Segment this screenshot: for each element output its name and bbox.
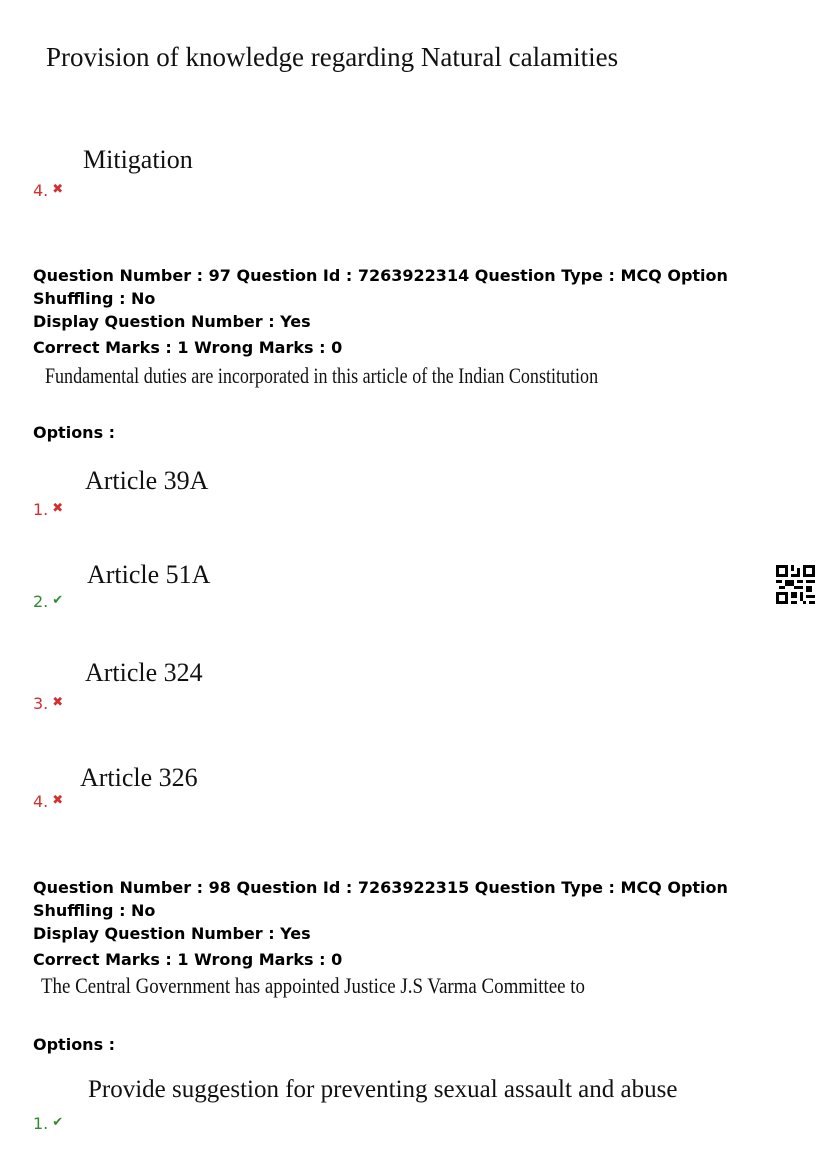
- options-label: Options :: [33, 1035, 116, 1054]
- option-number: 3.: [33, 694, 49, 713]
- question-marks: Correct Marks : 1 Wrong Marks : 0: [33, 338, 343, 357]
- wrong-icon: ✖: [52, 695, 64, 710]
- option-number: 4.: [33, 181, 49, 200]
- option-3-label: [33, 694, 63, 713]
- question-marks: Correct Marks : 1 Wrong Marks : 0: [33, 950, 343, 969]
- question-text: Fundamental duties are incorporated in this article of the Indian Constitution: [45, 363, 599, 388]
- option-4-label: [33, 792, 63, 811]
- question-meta-line: Question Number : 97 Question Id : 7263922314 Question Type : MCQ Option Shuffling : No: [33, 266, 728, 308]
- option-number: 1.: [33, 1114, 49, 1133]
- question-meta-line: Display Question Number : Yes: [33, 924, 311, 943]
- options-label: Options :: [33, 423, 116, 442]
- question-meta-line: Question Number : 98 Question Id : 7263922315 Question Type : MCQ Option Shuffling : No: [33, 878, 728, 920]
- question-meta: [33, 264, 803, 359]
- option-1-label: [33, 1114, 63, 1133]
- checkmark-icon: ✔: [52, 593, 64, 608]
- checkmark-icon: ✔: [52, 1115, 64, 1130]
- qr-code-icon: [776, 565, 815, 604]
- option-number: 2.: [33, 592, 49, 611]
- wrong-icon: ✖: [52, 182, 64, 197]
- question-text: Provision of knowledge regarding Natural calamities: [46, 42, 619, 72]
- option-number: 1.: [33, 500, 49, 519]
- option-4-text: Article 326: [80, 763, 198, 792]
- wrong-icon: ✖: [52, 501, 64, 516]
- option-3-text: Article 324: [85, 658, 203, 687]
- option-4-label: [33, 181, 63, 200]
- option-2-text: Article 51A: [87, 560, 211, 589]
- wrong-icon: ✖: [52, 793, 64, 808]
- question-meta-line: Display Question Number : Yes: [33, 312, 311, 331]
- option-number: 4.: [33, 792, 49, 811]
- question-text: The Central Government has appointed Justice J.S Varma Committee to: [41, 973, 586, 998]
- option-2-label: [33, 592, 63, 611]
- option-1-label: [33, 500, 63, 519]
- question-meta: [33, 876, 803, 971]
- option-4-text: Mitigation: [83, 145, 193, 174]
- option-1-text: Article 39A: [85, 466, 209, 495]
- option-1-text: Provide suggestion for preventing sexual assault and abuse: [88, 1076, 678, 1103]
